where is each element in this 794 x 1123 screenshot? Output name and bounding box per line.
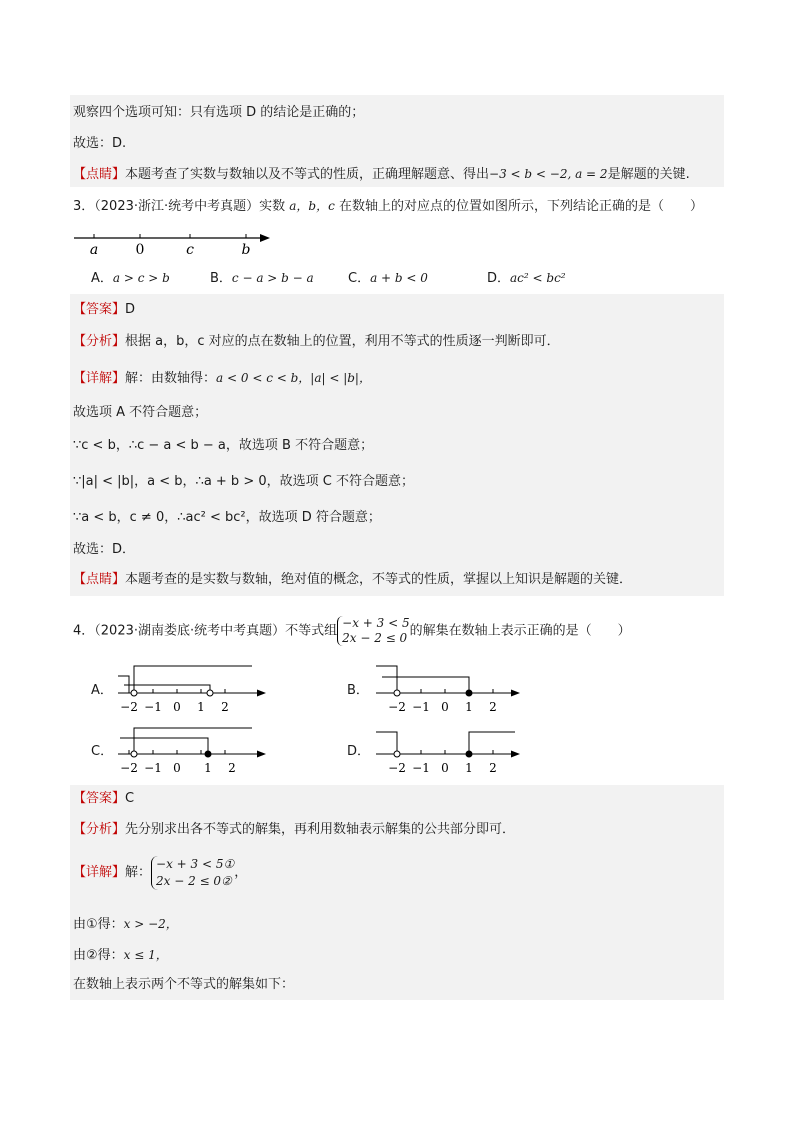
top-line1: 观察四个选项可知：只有选项 D 的结论是正确的； bbox=[73, 105, 365, 120]
option-expr: a > c > b bbox=[112, 271, 170, 285]
option-expr: ac² < bc² bbox=[510, 271, 566, 285]
q4-option-d-key: D． bbox=[347, 744, 371, 759]
tick-label: 0 bbox=[441, 761, 449, 775]
q4-step1 bbox=[73, 915, 178, 934]
q4-final: 在数轴上表示两个不等式的解集如下： bbox=[73, 977, 295, 992]
step-label: 由①得： bbox=[73, 917, 124, 932]
top-dianjing bbox=[73, 165, 690, 184]
xiangjie-system bbox=[151, 856, 234, 890]
fenxi-tag: 【分析】 bbox=[73, 334, 126, 349]
dianjing-end: 是解题的关键. bbox=[607, 167, 690, 182]
tick-label: 2 bbox=[228, 761, 236, 775]
option-key: B． bbox=[210, 271, 232, 286]
option-expr: a + b < 0 bbox=[370, 271, 428, 285]
tick-label: 1 bbox=[465, 700, 473, 714]
tick-label: 2 bbox=[489, 761, 497, 775]
q4-stem-b: 的解集在数轴上表示正确的是（ ） bbox=[409, 623, 631, 639]
system-eq-1: −x + 3 < 5① bbox=[156, 857, 235, 871]
q3-stem-b: 在数轴上的对应点的位置如图所示，下列结论正确的是（ ） bbox=[334, 199, 703, 214]
q4-stem-a: 不等式组 bbox=[285, 623, 338, 639]
fenxi-text: 根据 a，b，c 对应的点在数轴上的位置，利用不等式的性质逐一判断即可． bbox=[125, 334, 560, 349]
q4-step2 bbox=[73, 946, 168, 965]
step-label: 由②得： bbox=[73, 948, 124, 963]
dianjing-text: 本题考查的是实数与数轴，绝对值的概念，不等式的性质，掌握以上知识是解题的关键． bbox=[125, 572, 633, 587]
tick-label: 1 bbox=[197, 700, 205, 714]
tick-label: −2 bbox=[120, 761, 138, 775]
option-key: A． bbox=[91, 271, 113, 286]
tick-label: −1 bbox=[412, 761, 430, 775]
option-key: D． bbox=[487, 271, 511, 286]
step-math: x > −2， bbox=[123, 917, 178, 931]
q3-dianjing bbox=[73, 571, 632, 589]
q3-answer bbox=[73, 301, 135, 319]
dianjing-tag: 【点睛】 bbox=[73, 572, 126, 587]
option-key: C． bbox=[348, 271, 371, 286]
q4-solution-block bbox=[70, 785, 724, 1000]
q4-number: 4． bbox=[73, 623, 95, 639]
step-math: x ≤ 1， bbox=[123, 948, 168, 962]
dianjing-tag: 【点睛】 bbox=[73, 167, 126, 182]
q3-line-3: ∵|a| < |b|，a < b，∴a + b > 0，故选项 C 不符合题意； bbox=[73, 474, 414, 489]
q3-line-2: ∵c < b，∴c − a < b − a，故选项 B 不符合题意； bbox=[73, 438, 374, 453]
xiangjie-math: a < 0 < c < b，|a| < |b|， bbox=[216, 371, 371, 385]
tick-label: 2 bbox=[221, 700, 229, 714]
tick-label: −1 bbox=[144, 700, 162, 714]
xiangjie-tag: 【详解】 bbox=[73, 371, 126, 386]
tick-label: 2 bbox=[489, 700, 497, 714]
xiangjie-text: 解： bbox=[125, 865, 152, 880]
q3-stem-a: 实数 bbox=[259, 199, 290, 214]
axis-label-a: a bbox=[89, 242, 99, 258]
axis-label-0: 0 bbox=[135, 242, 145, 258]
q4-option-d-figure bbox=[370, 724, 540, 780]
q3-line-1: 故选项 A 不符合题意； bbox=[73, 405, 208, 420]
q4-stem bbox=[73, 616, 631, 646]
dianjing-text: 本题考查了实数与数轴以及不等式的性质，正确理解题意、得出 bbox=[125, 167, 490, 182]
tick-label: −2 bbox=[388, 761, 406, 775]
axis-label-b: b bbox=[241, 242, 251, 258]
q4-option-a-figure bbox=[112, 663, 282, 719]
axis-label-c: c bbox=[186, 242, 194, 258]
system-eq-1: −x + 3 < 5 bbox=[342, 616, 410, 630]
q4-xiangjie bbox=[73, 856, 247, 890]
q3-option-a bbox=[91, 269, 170, 288]
q4-answer bbox=[73, 790, 134, 808]
q4-option-b-figure bbox=[370, 663, 540, 719]
q3-xiangjie bbox=[73, 369, 371, 388]
q4-option-c-key: C． bbox=[91, 744, 114, 759]
answer-value: C bbox=[125, 791, 135, 806]
tick-label: −2 bbox=[388, 700, 406, 714]
q3-fenxi bbox=[73, 333, 560, 351]
xiangjie-text: 解：由数轴得： bbox=[125, 371, 217, 386]
answer-tag: 【答案】 bbox=[73, 302, 126, 317]
q3-number: 3． bbox=[73, 199, 95, 214]
q3-line-4: ∵a < b，c ≠ 0，∴ac² < bc²，故选项 D 符合题意； bbox=[73, 510, 381, 525]
xiangjie-comma: ， bbox=[234, 865, 248, 880]
answer-value: D bbox=[125, 302, 136, 317]
q3-option-b bbox=[210, 269, 314, 288]
q3-number-line bbox=[70, 228, 290, 260]
q3-option-d bbox=[487, 269, 566, 288]
tick-label: 0 bbox=[441, 700, 449, 714]
system-eq-2: 2x − 2 ≤ 0 bbox=[342, 631, 408, 645]
fenxi-tag: 【分析】 bbox=[73, 822, 126, 837]
top-line2: 故选：D. bbox=[73, 136, 127, 151]
tick-label: 1 bbox=[204, 761, 212, 775]
system-eq-2: 2x − 2 ≤ 0② bbox=[156, 874, 232, 888]
q3-vars: a，b，c bbox=[289, 199, 335, 213]
q3-source: （2023·浙江·统考中考真题） bbox=[94, 199, 260, 214]
tick-label: 0 bbox=[173, 761, 181, 775]
answer-tag: 【答案】 bbox=[73, 791, 126, 806]
q3-stem bbox=[73, 197, 703, 216]
tick-label: −1 bbox=[144, 761, 162, 775]
q3-option-c bbox=[348, 269, 428, 288]
dianjing-math: −3 < b < −2, a = 2 bbox=[489, 167, 608, 181]
tick-label: 0 bbox=[173, 700, 181, 714]
option-expr: c − a > b − a bbox=[231, 271, 314, 285]
q4-option-c-figure bbox=[112, 724, 282, 780]
fenxi-text: 先分别求出各不等式的解集，再利用数轴表示解集的公共部分即可． bbox=[125, 822, 516, 837]
xiangjie-tag: 【详解】 bbox=[73, 865, 126, 880]
q4-system bbox=[337, 616, 409, 646]
q4-option-b-key: B． bbox=[347, 683, 369, 698]
q3-line-5: 故选：D． bbox=[73, 542, 136, 557]
tick-label: 1 bbox=[465, 761, 473, 775]
q4-option-a-key: A． bbox=[91, 683, 113, 698]
q4-source: （2023·湖南娄底·统考中考真题） bbox=[94, 623, 286, 639]
tick-label: −2 bbox=[120, 700, 138, 714]
tick-label: −1 bbox=[412, 700, 430, 714]
q4-fenxi bbox=[73, 821, 515, 839]
